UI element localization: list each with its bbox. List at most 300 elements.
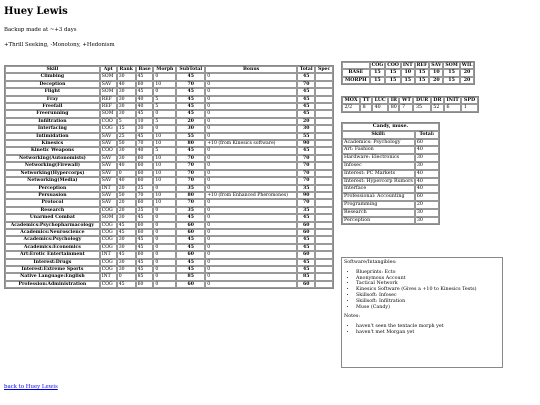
muse-skill-name: Interest: PC Markets [342,170,415,178]
skill-morph: 10 [153,140,176,147]
software-item: • Kinesics Software (Gives a +10 to Kinesics Tests) [356,287,500,293]
skill-morph: 10 [153,177,176,184]
skill-name: Persuasion [5,192,100,199]
skill-rank: 45 [117,251,136,258]
skill-spec [315,147,333,154]
skill-row [5,251,333,258]
software-item: • Blueprints: Ecto [356,270,500,276]
aptitude-value: 15 [415,77,430,84]
skill-aptitude: SOM [100,73,117,80]
skill-spec [315,162,333,169]
muse-skill-total: 30 [415,209,439,217]
aptitude-value: 15 [385,77,401,84]
skill-base: 60 [136,81,154,88]
skill-bonus: 0 [205,251,297,258]
muse-skill-name: Research [342,209,415,217]
traits-line: +Thrill Seeking, -Monotony, +Hedonism [4,42,115,48]
skill-bonus: 0 [205,88,297,95]
skill-total: 45 [297,147,315,154]
skill-base: 60 [136,162,154,169]
skill-name: Kinesics [5,140,100,147]
derived-stat-header: SPD [461,97,477,104]
notes-heading: Notes: [344,314,360,320]
skill-total: 70 [297,155,315,162]
skill-row [5,207,333,214]
skill-bonus: 0 [205,199,297,206]
skill-row [5,192,333,199]
aptitude-header: COO [387,63,399,68]
skill-name: Native Language:English [5,273,100,280]
skill-row [5,229,333,236]
skill-subtotal: 60 [176,251,205,258]
skill-row [5,110,333,117]
skill-spec [315,214,333,221]
skill-subtotal: 45 [176,259,205,266]
skill-rank: 0 [117,170,136,177]
skill-subtotal: 85 [176,273,205,280]
skill-bonus: 0 [205,96,297,103]
skill-rank: 20 [117,199,136,206]
skill-bonus: 0 [205,147,297,154]
skill-base: 45 [136,244,154,251]
muse-skill-name: Professional: Accounting [342,193,415,201]
skill-rank: 30 [117,110,136,117]
aptitude-value: 15 [401,77,415,84]
skill-spec [315,118,333,125]
skill-bonus: 0 [205,125,297,132]
note-item: • haven't seen the tentacle morph yet [356,324,500,330]
skill-aptitude: COG [100,244,117,251]
skill-morph: 5 [153,103,176,110]
aptitude-row-label: MORPH [342,77,370,84]
aptitude-value: 15 [443,69,459,76]
skill-base: 40 [136,103,154,110]
skill-bonus: 0 [205,110,297,117]
skill-aptitude: SAV [100,155,117,162]
skill-base: 45 [136,259,154,266]
skill-base: 45 [136,214,154,221]
skill-subtotal: 30 [176,125,205,132]
skill-rank: 30 [117,259,136,266]
software-list [344,270,500,311]
skill-total: 45 [297,214,315,221]
muse-skill-name: Hardware: Electronics [342,154,415,162]
skill-name: Protocol [5,199,100,206]
skill-name: Networking(Hypercorps) [5,170,100,177]
skill-name: Profession:Administration [5,281,100,288]
skill-spec [315,207,333,214]
skill-subtotal: 60 [176,281,205,288]
skill-name: Interest:Drugs [5,259,100,266]
skill-spec [315,73,333,80]
skill-base: 40 [136,96,154,103]
skill-bonus: 0 [205,259,297,266]
muse-skill-name: Academics: Psychology [342,139,415,147]
skill-spec [315,236,333,243]
skill-spec [315,222,333,229]
derived-stat-value: 7 [399,104,413,111]
skill-rank: 50 [117,192,136,199]
skill-row [5,73,333,80]
derived-stat-value: 35 [413,104,430,111]
skill-aptitude: SAV [100,192,117,199]
aptitude-value: 10 [429,69,443,76]
software-item: • Skillsoft: Infosec [356,293,500,299]
skill-aptitude: SOM [100,214,117,221]
muse-skill-total: 40 [415,170,439,178]
skill-bonus: 0 [205,170,297,177]
skill-subtotal: 45 [176,103,205,110]
derived-stat-header: IR [388,97,399,104]
skill-total: 60 [297,229,315,236]
skill-subtotal: 70 [176,199,205,206]
aptitude-value: 15 [415,69,430,76]
skill-spec [315,266,333,273]
skill-subtotal: 70 [176,170,205,177]
skill-total: 45 [297,96,315,103]
skill-name: Networking(Firewall) [5,162,100,169]
aptitude-header: INT [402,63,413,68]
skill-subtotal: 45 [176,110,205,117]
skill-total: 85 [297,273,315,280]
skill-name: Networking(Autonomists) [5,155,100,162]
skill-row [5,96,333,103]
skill-name: Freerunning [5,110,100,117]
skill-rank: 40 [117,177,136,184]
skill-row [5,273,333,280]
skill-bonus: 0 [205,133,297,140]
skills-column-header: Base [136,66,154,73]
skill-row [5,147,333,154]
skill-spec [315,133,333,140]
skill-subtotal: 45 [176,236,205,243]
skill-spec [315,81,333,88]
muse-skill-row [342,154,439,162]
derived-stat-header: INIT [444,97,461,104]
skill-name: Climbing [5,73,100,80]
skill-morph: 10 [153,170,176,177]
skill-name: Academics:Psychology [5,236,100,243]
derived-stat-value: 80 [388,104,399,111]
skill-morph: 10 [153,133,176,140]
skill-total: 60 [297,281,315,288]
skill-spec [315,88,333,95]
muse-skill-total: 40 [415,178,439,186]
skill-spec [315,192,333,199]
skill-base: 60 [136,222,154,229]
aptitude-value: 10 [401,69,415,76]
skill-row [5,170,333,177]
aptitude-row [342,69,474,76]
skill-base: 70 [136,140,154,147]
skill-aptitude: COG [100,236,117,243]
software-item: • Skillsoft: Infiltration [356,299,500,305]
muse-skill-row [342,139,439,147]
skill-base: 60 [136,281,154,288]
skill-morph: 0 [153,229,176,236]
skill-bonus: 0 [205,229,297,236]
skill-row [5,185,333,192]
skill-morph: 0 [153,88,176,95]
skill-subtotal: 45 [176,88,205,95]
skill-name: Deception [5,81,100,88]
skill-rank: 40 [117,81,136,88]
skill-base: 45 [136,88,154,95]
muse-skill-row [342,185,439,193]
muse-skill-row [342,209,439,217]
skill-row [5,177,333,184]
skill-morph: 5 [153,96,176,103]
skill-morph: 0 [153,273,176,280]
skill-name: Unarmed Combat [5,214,100,221]
skill-bonus: 0 [205,244,297,251]
skill-total: 70 [297,199,315,206]
skill-rank: 20 [117,185,136,192]
skill-base: 85 [136,273,154,280]
aptitude-row [342,77,474,84]
skills-column-header: Spec [315,66,333,73]
skill-name: Perception [5,185,100,192]
skill-subtotal: 60 [176,222,205,229]
skill-aptitude: COG [100,281,117,288]
skill-subtotal: 70 [176,81,205,88]
skill-total: 45 [297,244,315,251]
skill-base: 70 [136,192,154,199]
muse-skills-table [341,122,440,225]
skill-name: Academics:Psychopharmacology [5,222,100,229]
skill-row [5,259,333,266]
muse-skill-row [342,146,439,154]
skill-total: 60 [297,222,315,229]
note-item: • haven't met Morgan yet [356,330,500,336]
skill-subtotal: 35 [176,207,205,214]
skill-subtotal: 45 [176,73,205,80]
skill-aptitude: SAV [100,199,117,206]
muse-skill-total: 30 [415,162,439,170]
skills-column-header: Skill [5,66,100,73]
aptitude-value: 15 [443,77,459,84]
skill-morph: 0 [153,125,176,132]
skill-rank: 15 [117,125,136,132]
skill-row [5,199,333,206]
muse-title: Candy, muse. [342,123,439,131]
skill-bonus: 0 [205,222,297,229]
skill-spec [315,170,333,177]
skill-aptitude: COG [100,266,117,273]
aptitude-header-row [342,62,474,69]
skill-subtotal: 45 [176,266,205,273]
skill-morph: 0 [153,73,176,80]
skill-base: 60 [136,177,154,184]
skill-total: 45 [297,73,315,80]
derived-stat-value: 1 [461,104,477,111]
skill-rank: 30 [117,147,136,154]
software-notes-box [341,257,503,368]
skill-rank: 45 [117,229,136,236]
derived-stat-value: 2/2 [342,104,360,111]
skill-rank: 30 [117,96,136,103]
muse-skill-name: Infosec [342,162,415,170]
skill-base: 40 [136,147,154,154]
skill-subtotal: 70 [176,155,205,162]
skill-base: 30 [136,125,154,132]
skill-aptitude: SAV [100,81,117,88]
derived-stat-header: DR [431,97,444,104]
skill-spec [315,199,333,206]
skill-aptitude: COG [100,125,117,132]
skill-name: Flight [5,88,100,95]
skill-bonus: 0 [205,185,297,192]
derived-stat-header: MOX [342,97,360,104]
derived-stat-value: 52 [431,104,444,111]
software-item: • Muse (Candy) [356,305,500,311]
skill-morph: 0 [153,281,176,288]
skill-aptitude: COG [100,259,117,266]
skill-base: 45 [136,110,154,117]
skill-bonus: 0 [205,214,297,221]
skill-spec [315,125,333,132]
skill-morph: 0 [153,236,176,243]
skill-rank: 30 [117,214,136,221]
skills-header-row [5,66,333,73]
muse-skill-name: Interface [342,185,415,193]
skill-aptitude: INT [100,251,117,258]
skill-aptitude: INT [100,185,117,192]
skill-rank: 5 [117,118,136,125]
skill-base: 60 [136,170,154,177]
skill-subtotal: 55 [176,133,205,140]
skill-row [5,162,333,169]
skill-subtotal: 35 [176,185,205,192]
muse-skill-name: Art: Fashion [342,146,415,154]
skill-morph: 5 [153,147,176,154]
aptitude-value: 20 [460,77,475,84]
skill-row [5,140,333,147]
skill-morph: 0 [153,214,176,221]
aptitude-table [341,61,475,85]
skill-total: 70 [297,177,315,184]
skill-base: 45 [136,266,154,273]
skill-rank: 20 [117,207,136,214]
muse-skill-total: 20 [415,201,439,209]
aptitude-header: COG [371,63,384,68]
aptitude-row-label: BASE [342,69,370,76]
skill-base: 45 [136,73,154,80]
muse-skill-row [342,201,439,209]
skill-base: 60 [136,251,154,258]
muse-skill-total: 40 [415,146,439,154]
skill-rank: 30 [117,155,136,162]
derived-values-row [342,104,478,111]
skill-morph: 10 [153,162,176,169]
notes-list [344,324,500,336]
skill-total: 45 [297,266,315,273]
skill-subtotal: 80 [176,192,205,199]
skill-name: Kinetic Weapons [5,147,100,154]
skill-bonus: 0 [205,273,297,280]
skill-total: 55 [297,133,315,140]
skill-spec [315,177,333,184]
skill-name: Research [5,207,100,214]
skill-base: 35 [136,185,154,192]
skill-name: Infiltration [5,118,100,125]
skill-total: 35 [297,185,315,192]
skill-total: 30 [297,125,315,132]
skill-name: Academics:Neuroscience [5,229,100,236]
skill-rank: 30 [117,88,136,95]
derived-stat-header: DUR [413,97,430,104]
skill-name: Fray [5,96,100,103]
skill-morph: 5 [153,118,176,125]
skill-spec [315,259,333,266]
skill-subtotal: 45 [176,244,205,251]
aptitude-header: WIL [461,63,473,68]
aptitude-value: 15 [385,69,401,76]
derived-stat-value: 40 [372,104,388,111]
skills-column-header: Bonus [205,66,297,73]
software-heading: Software/Intangibles: [344,260,397,265]
skill-bonus: 0 [205,155,297,162]
skill-aptitude: SOM [100,88,117,95]
skill-aptitude: COO [100,147,117,154]
derived-stat-value: 6 [444,104,461,111]
skill-morph: 0 [153,110,176,117]
skill-name: Interest:Extreme Sports [5,266,100,273]
skill-bonus: 0 [205,162,297,169]
skill-base: 35 [136,207,154,214]
skill-rank: 30 [117,73,136,80]
skill-spec [315,110,333,117]
muse-skill-row [342,178,439,186]
skill-aptitude: COG [100,222,117,229]
skill-rank: 45 [117,222,136,229]
skill-spec [315,96,333,103]
skill-subtotal: 45 [176,147,205,154]
skill-morph: 0 [153,266,176,273]
skill-base: 45 [136,236,154,243]
skill-aptitude: SAV [100,170,117,177]
back-link[interactable]: back to Huey Lewis [4,384,58,390]
skill-rank: 25 [117,133,136,140]
aptitude-header: SOM [445,63,458,68]
muse-skill-name: Interest: Hypercorp Rumors [344,178,413,184]
muse-skill-name: Perception [342,217,415,225]
skill-total: 35 [297,207,315,214]
aptitude-header: SAV [431,63,442,68]
skill-spec [315,273,333,280]
skill-aptitude: COG [100,207,117,214]
skill-rank: 30 [117,266,136,273]
skill-morph: 0 [153,251,176,258]
muse-skill-total: 30 [415,217,439,225]
skill-bonus: 0 [205,81,297,88]
skill-spec [315,251,333,258]
skill-total: 70 [297,162,315,169]
skill-total: 90 [297,140,315,147]
muse-skill-row [342,217,439,225]
aptitude-header [342,62,370,69]
skill-base: 60 [136,229,154,236]
skill-base: 10 [136,118,154,125]
muse-skill-header: Skill: [342,131,415,139]
skill-subtotal: 70 [176,162,205,169]
skill-total: 20 [297,118,315,125]
skill-row [5,222,333,229]
skill-spec [315,281,333,288]
skill-rank: 0 [117,273,136,280]
aptitude-value: 15 [370,77,386,84]
aptitude-value: 20 [429,77,443,84]
